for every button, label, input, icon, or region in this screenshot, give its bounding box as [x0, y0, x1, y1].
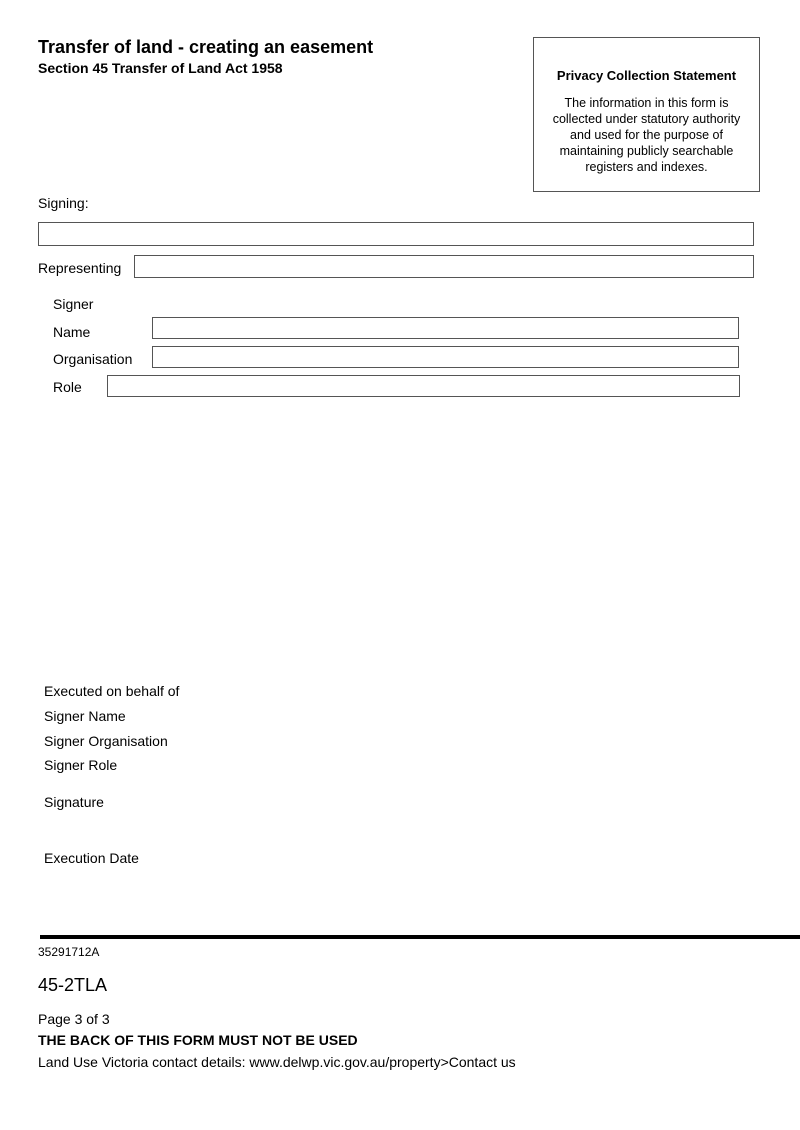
back-of-form-warning: THE BACK OF THIS FORM MUST NOT BE USED [38, 1032, 358, 1048]
signer-heading: Signer [53, 296, 94, 312]
name-label: Name [53, 324, 91, 340]
name-field[interactable] [152, 317, 739, 339]
contact-details: Land Use Victoria contact details: www.delwp.vic.gov.au/property>Contact us [38, 1054, 516, 1070]
signature-label: Signature [44, 794, 104, 810]
executed-on-behalf-of-label: Executed on behalf of [44, 683, 180, 699]
page-number: Page 3 of 3 [38, 1011, 110, 1027]
organisation-field[interactable] [152, 346, 739, 368]
form-title: Transfer of land - creating an easement [38, 37, 374, 57]
execution-date-label: Execution Date [44, 850, 139, 866]
signer-role-label: Signer Role [44, 757, 118, 773]
privacy-statement-box [533, 37, 760, 192]
signer-organisation-label: Signer Organisation [44, 733, 168, 749]
footer-divider [40, 935, 800, 939]
signing-field[interactable] [38, 222, 754, 246]
form-code: 45-2TLA [38, 975, 108, 995]
signer-name-label: Signer Name [44, 708, 126, 724]
organisation-label: Organisation [53, 351, 133, 367]
role-field[interactable] [107, 375, 740, 397]
signing-heading: Signing: [38, 195, 89, 211]
privacy-statement-title: Privacy Collection Statement [556, 68, 737, 83]
privacy-statement-body: The information in this form is collected under statutory authority and used for the purpose of maintaining publicly searchable registers and indexes. [552, 96, 741, 174]
form-subtitle: Section 45 Transfer of Land Act 1958 [38, 60, 283, 76]
document-id: 35291712A [38, 945, 100, 959]
representing-label: Representing [38, 260, 122, 276]
representing-field[interactable] [134, 255, 754, 278]
role-label: Role [53, 379, 82, 395]
